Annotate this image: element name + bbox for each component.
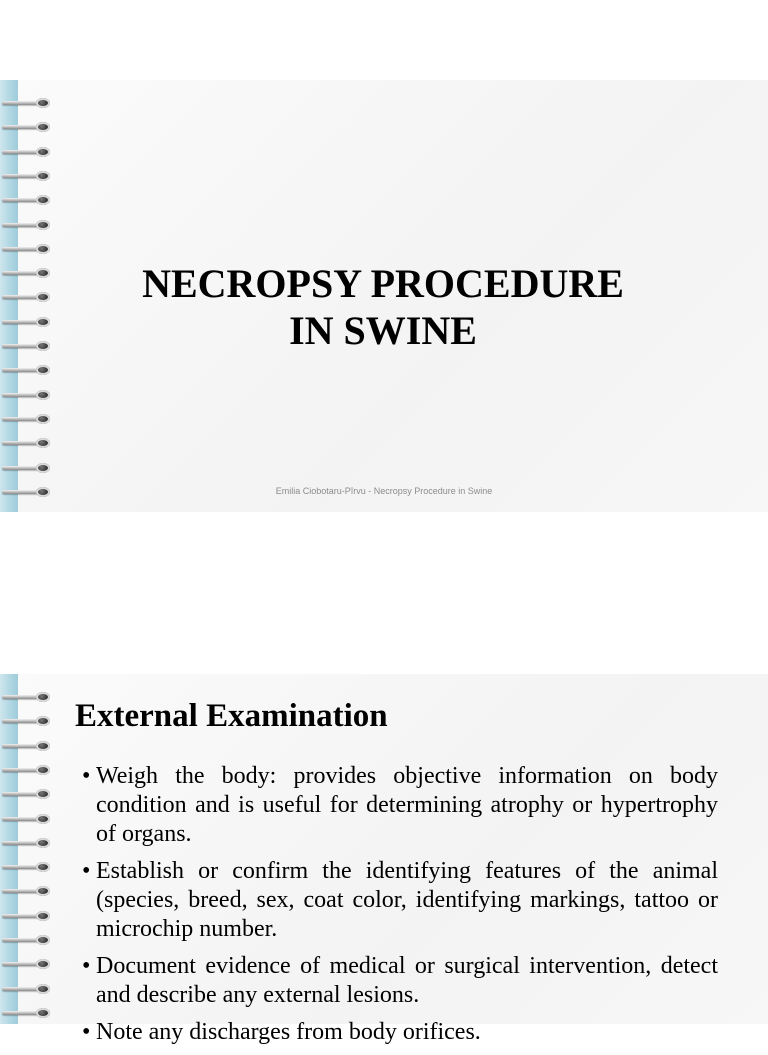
- binding-ring: [0, 341, 54, 351]
- bullet-text: Establish or confirm the identifying features of the animal (species, breed, sex, coat color, identifying markings, tattoo or microchip number.: [96, 858, 718, 942]
- bullet-dot: •: [82, 763, 91, 789]
- binding-strip: [0, 674, 18, 1024]
- binding-ring: [0, 935, 54, 945]
- binding-ring: [0, 1008, 54, 1018]
- bullet-item: [82, 952, 718, 1010]
- slide-title: [60, 260, 706, 354]
- binding-ring: [0, 765, 54, 775]
- bullet-list: [82, 762, 718, 1055]
- slide-footer: Emilia Ciobotaru-Pîrvu - Necropsy Procedure in Swine: [275, 486, 493, 496]
- title-slide: [0, 80, 768, 512]
- binding-ring: [0, 195, 54, 205]
- bullet-text: Document evidence of medical or surgical intervention, detect and describe any external lesions.: [96, 953, 718, 1008]
- binding-ring: [0, 886, 54, 896]
- slide-heading: External Examination: [75, 698, 388, 734]
- binding-ring: [0, 414, 54, 424]
- binding-ring: [0, 789, 54, 799]
- title-line-2: IN SWINE: [289, 308, 477, 353]
- binding-ring: [0, 365, 54, 375]
- binding-ring: [0, 98, 54, 108]
- bullet-dot: •: [82, 858, 91, 884]
- spiral-binding: [0, 674, 56, 1024]
- binding-ring: [0, 171, 54, 181]
- binding-ring: [0, 220, 54, 230]
- spiral-binding: [0, 80, 56, 512]
- binding-ring: [0, 692, 54, 702]
- binding-ring: [0, 292, 54, 302]
- binding-ring: [0, 317, 54, 327]
- bullet-item: [82, 857, 718, 944]
- binding-ring: [0, 959, 54, 969]
- bullet-dot: •: [82, 1019, 91, 1045]
- bullet-item: [82, 762, 718, 849]
- binding-ring: [0, 438, 54, 448]
- binding-ring: [0, 268, 54, 278]
- content-slide: [0, 674, 768, 1045]
- binding-ring: [0, 911, 54, 921]
- binding-ring: [0, 122, 54, 132]
- binding-ring: [0, 390, 54, 400]
- bullet-dot: •: [82, 953, 91, 979]
- binding-ring: [0, 147, 54, 157]
- binding-ring: [0, 862, 54, 872]
- binding-ring: [0, 463, 54, 473]
- binding-ring: [0, 716, 54, 726]
- bullet-text: Weigh the body: provides objective information on body condition and is useful for determining atrophy or hypertrophy of organs.: [96, 763, 718, 847]
- binding-ring: [0, 244, 54, 254]
- binding-ring: [0, 984, 54, 994]
- binding-ring: [0, 741, 54, 751]
- bullet-text: Note any discharges from body orifices.: [96, 1019, 481, 1045]
- binding-ring: [0, 814, 54, 824]
- bullet-item: [82, 1018, 718, 1047]
- title-line-1: NECROPSY PROCEDURE: [142, 261, 624, 306]
- binding-ring: [0, 838, 54, 848]
